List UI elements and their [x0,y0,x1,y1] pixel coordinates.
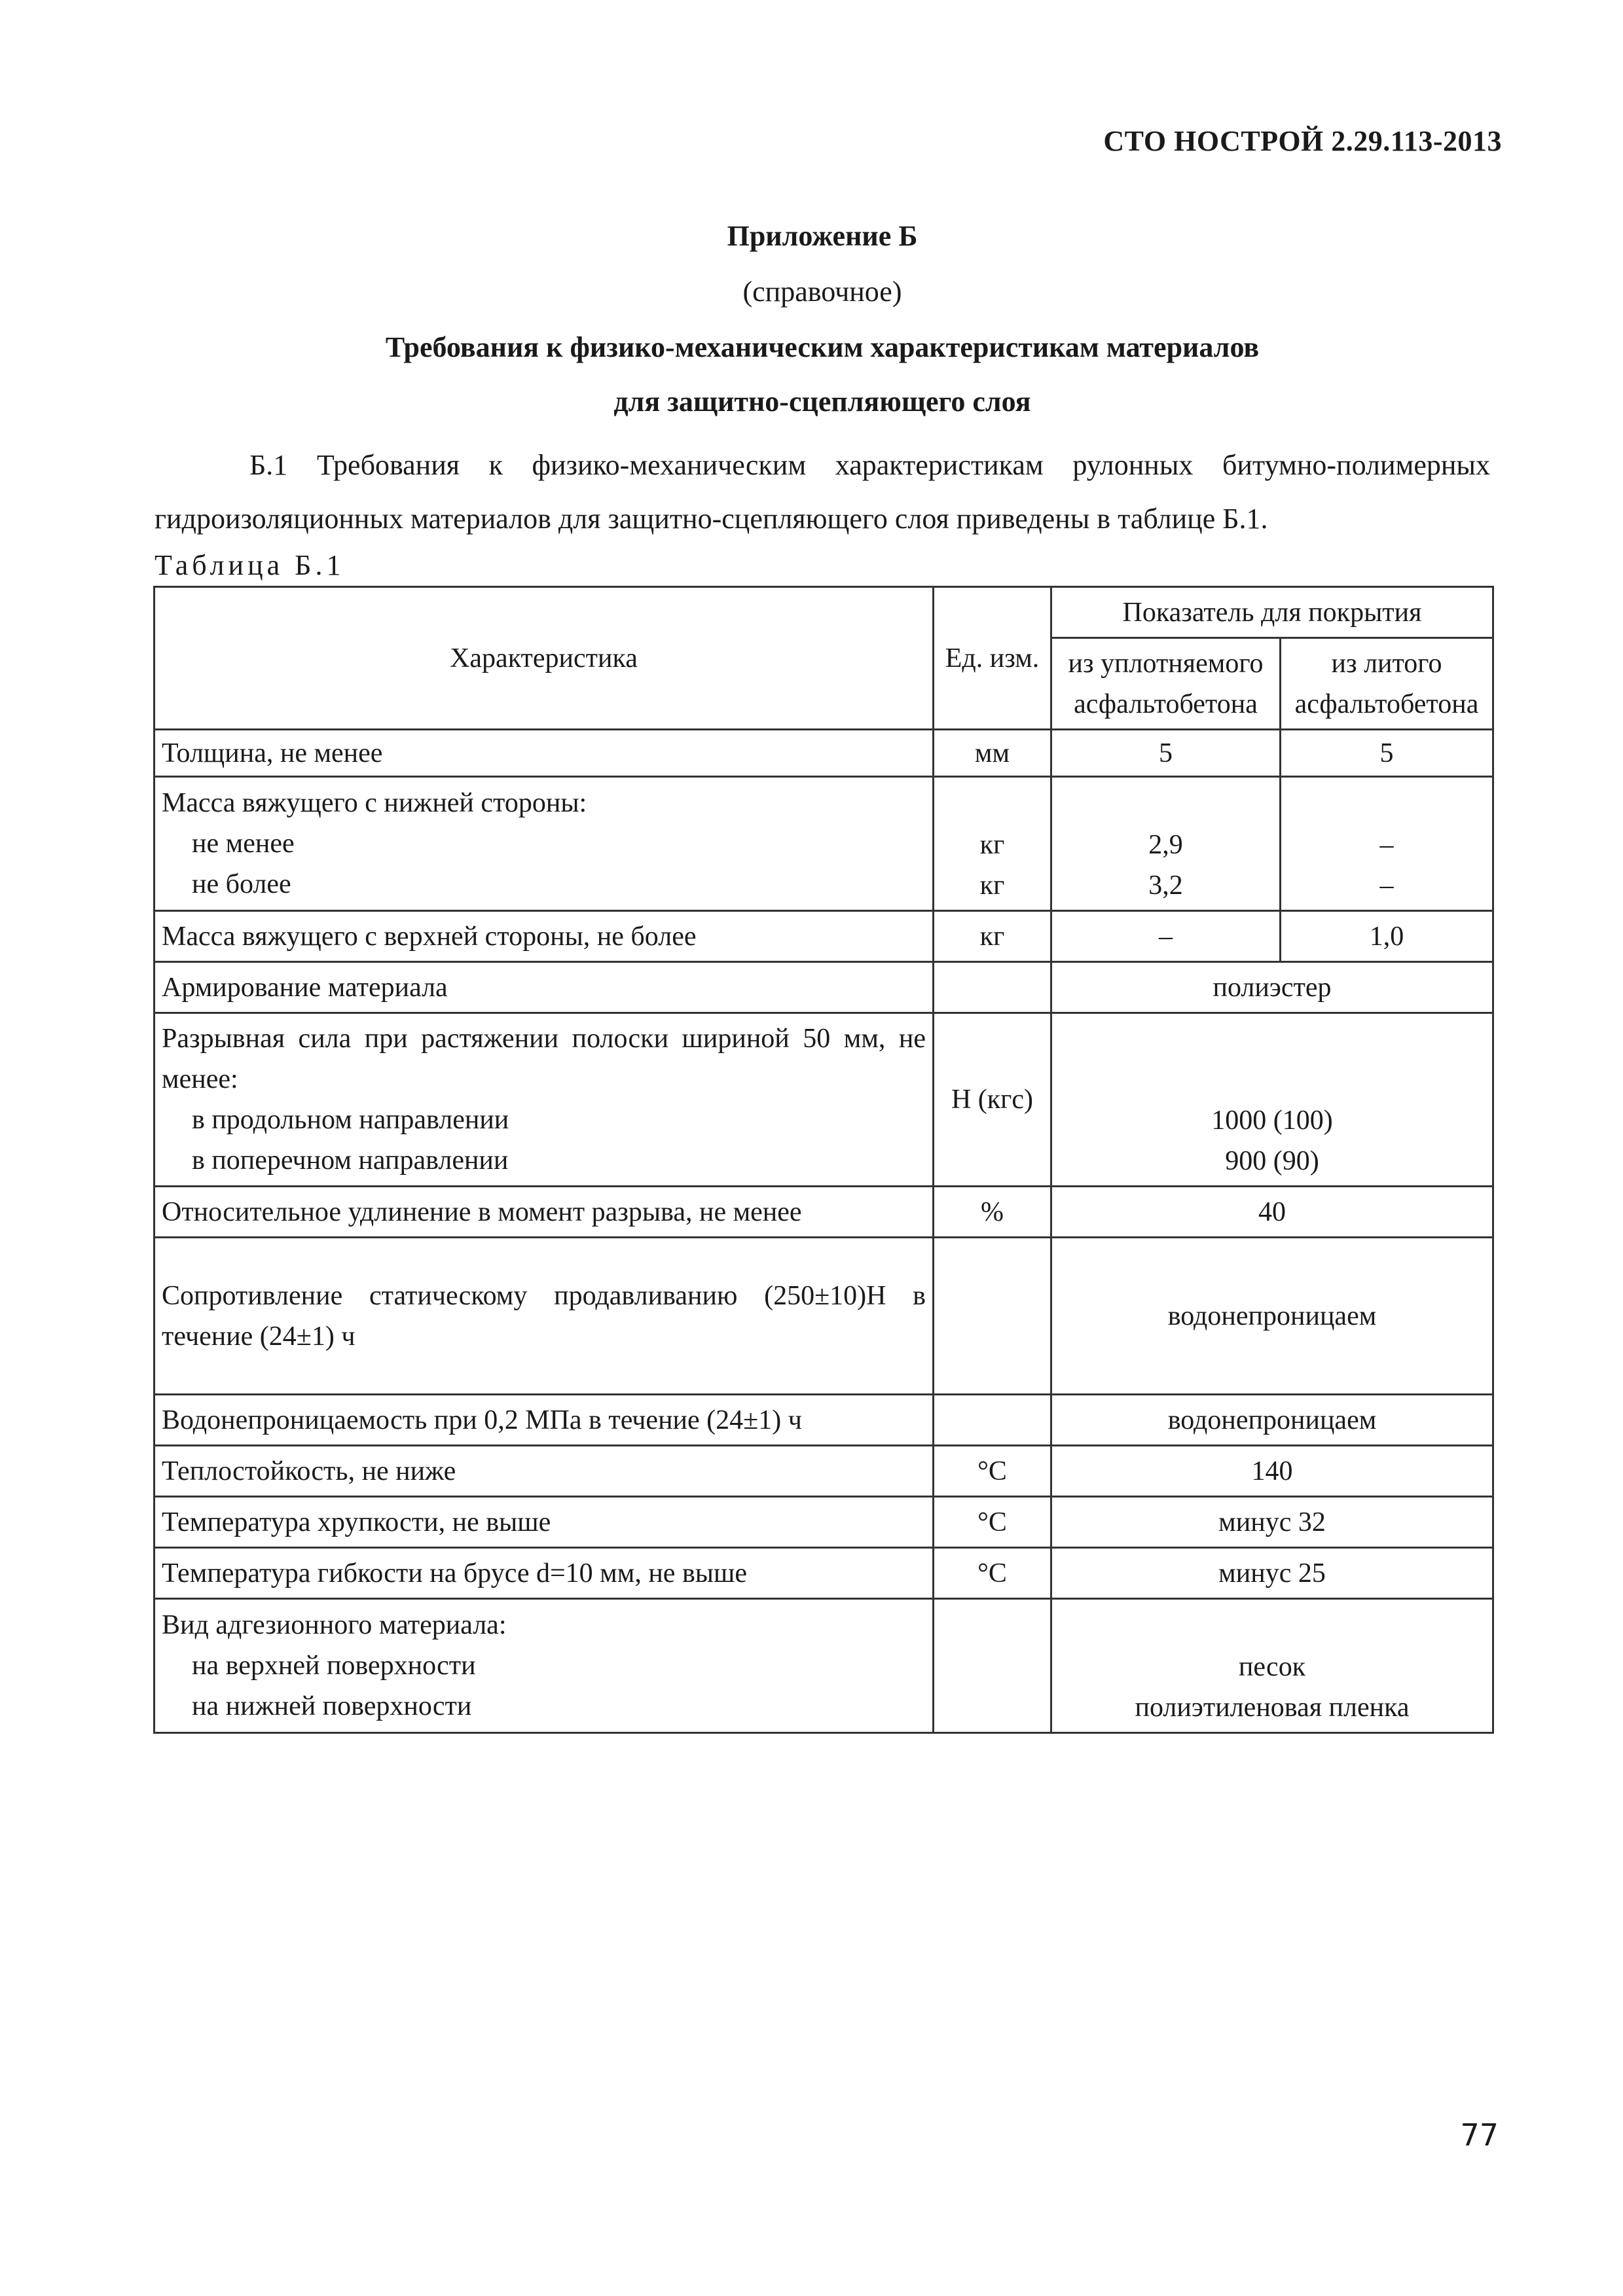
header-cast: из литого асфальтобетона [1281,638,1493,730]
row-unit: °С [934,1497,1051,1548]
row-unit-line: кг [979,870,1005,901]
row-label: Относительное удлинение в момент разрыва, не менее [155,1187,934,1238]
row-value [1051,1013,1493,1187]
header-compacted: из уплотняемого асфальтобетона [1051,638,1281,730]
table-row [155,777,1493,911]
row-sublabel: в продольном направлении [192,1105,509,1135]
header-unit: Ед. изм. [934,587,1051,730]
row-label: Водонепроницаемость при 0,2 МПа в течение (24±1) ч [155,1395,934,1446]
table-caption: Таблица Б.1 [155,549,345,581]
table-row [155,1446,1493,1497]
row-value: водонепроницаем [1051,1395,1493,1446]
table-row [155,962,1493,1013]
appendix-subtitle: (справочное) [742,276,902,308]
row-value-line: 3,2 [1148,870,1183,901]
header-characteristic: Характеристика [155,587,934,730]
table-row [155,1548,1493,1599]
row-label-main: Масса вяжущего с нижней стороны: [162,788,587,818]
row-sublabel: не более [192,869,291,899]
row-unit: °С [934,1548,1051,1599]
row-label: Масса вяжущего с верхней стороны, не более [155,911,934,962]
row-unit [934,1599,1051,1733]
row-value: минус 25 [1051,1548,1493,1599]
row-value: минус 32 [1051,1497,1493,1548]
row-value-line: 900 (90) [1225,1146,1319,1176]
row-label-main: Разрывная сила при растяжении полоски шириной 50 мм, не менее: [162,1024,926,1094]
row-unit: °С [934,1446,1051,1497]
row-unit: Н (кгс) [934,1013,1051,1187]
row-value-compacted [1051,777,1281,911]
row-label [155,1599,934,1733]
row-value: водонепроницаем [1051,1238,1493,1395]
standard-code: СТО НОСТРОЙ 2.29.113-2013 [1103,125,1502,157]
row-unit [934,1395,1051,1446]
row-sublabel: на верхней поверхности [192,1651,476,1681]
row-unit: % [934,1187,1051,1238]
row-sublabel: на нижней поверхности [192,1691,472,1721]
row-value-line: 1000 (100) [1211,1105,1333,1136]
table-row [155,1395,1493,1446]
row-value: 40 [1051,1187,1493,1238]
appendix-title: Приложение Б [727,220,918,252]
row-unit-line: кг [979,830,1005,860]
intro-paragraph: Б.1 Требования к физико-механическим характеристикам рулонных битумно-полимерных гидроизоляционных материалов для защитно-сцепляющего слоя приведены в таблице Б.1. [155,449,1490,535]
row-value-line: – [1379,830,1394,860]
row-label: Армирование материала [155,962,934,1013]
row-value-line: – [1379,870,1394,901]
table-row [155,1013,1493,1187]
row-label: Температура гибкости на брусе d=10 мм, не выше [155,1548,934,1599]
row-value: полиэстер [1051,962,1493,1013]
row-label: Толщина, не менее [155,730,934,777]
row-label [155,1013,934,1187]
table-header-row [155,587,1493,638]
row-value-line: песок [1238,1652,1306,1682]
row-label [155,777,934,911]
appendix-heading-line1: Требования к физико-механическим характеристикам материалов [385,331,1260,363]
row-value-cast: 5 [1281,730,1493,777]
row-label: Температура хрупкости, не выше [155,1497,934,1548]
row-sublabel: не менее [192,829,295,859]
table-row [155,1497,1493,1548]
table-row [155,1599,1493,1733]
row-value-compacted: – [1051,911,1281,962]
table-row [155,911,1493,962]
row-sublabel: в поперечном направлении [192,1145,509,1175]
row-value: 140 [1051,1446,1493,1497]
row-value [1051,1599,1493,1733]
row-value-line: полиэтиленовая пленка [1135,1693,1410,1723]
row-unit [934,1238,1051,1395]
row-unit [934,962,1051,1013]
row-unit: кг [934,911,1051,962]
row-label: Теплостойкость, не ниже [155,1446,934,1497]
table-row [155,1238,1493,1395]
row-unit: мм [934,730,1051,777]
row-value-line: 2,9 [1148,830,1183,860]
row-unit [934,777,1051,911]
table-row [155,1187,1493,1238]
row-value-cast [1281,777,1493,911]
row-label-main: Вид адгезионного материала: [162,1610,507,1640]
row-label: Сопротивление статическому продавливанию (250±10)Н в течение (24±1) ч [155,1238,934,1395]
header-indicator: Показатель для покрытия [1051,587,1493,638]
row-value-cast: 1,0 [1281,911,1493,962]
appendix-heading-line2: для защитно-сцепляющего слоя [613,386,1031,418]
page-number: 77 [1460,2117,1499,2153]
row-value-compacted: 5 [1051,730,1281,777]
table-row [155,730,1493,777]
spec-table [153,586,1494,1734]
